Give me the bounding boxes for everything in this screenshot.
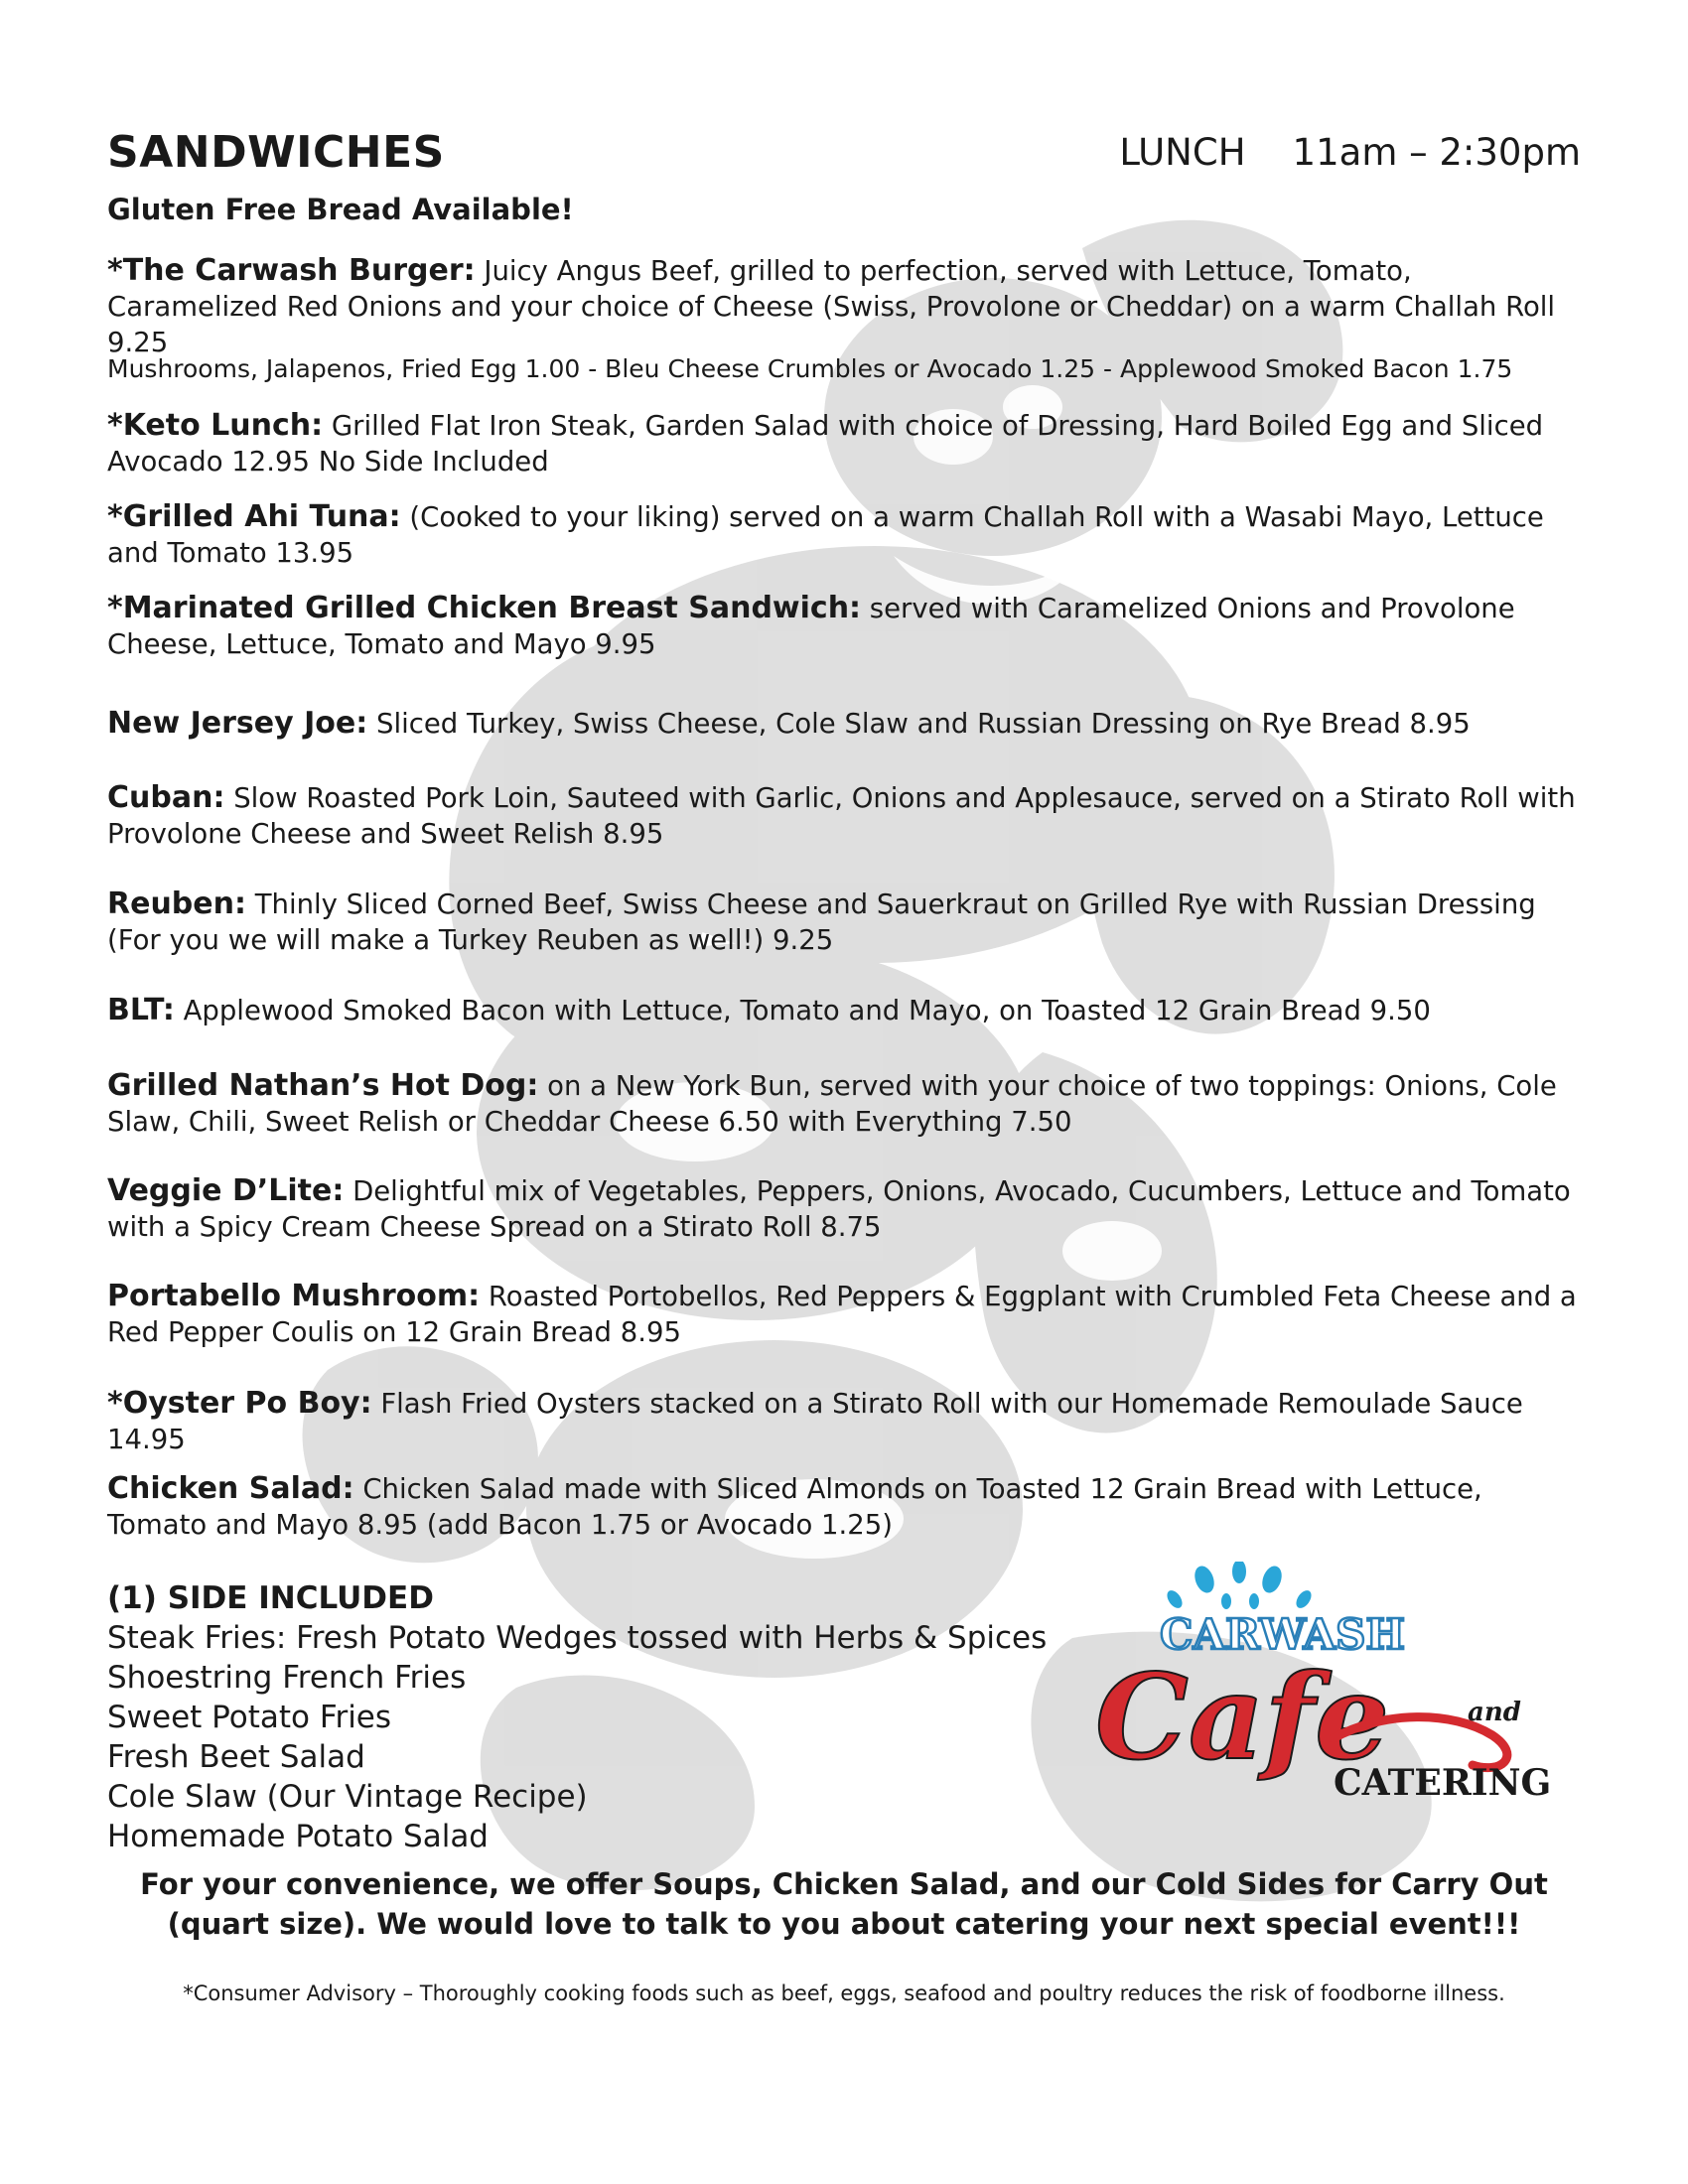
burger-addons: Mushrooms, Jalapenos, Fried Egg 1.00 - Bleu Cheese Crumbles or Avocado 1.25 - Applewood Smoked Bacon 1.75	[107, 354, 1513, 383]
consumer-advisory: *Consumer Advisory – Thoroughly cooking foods such as beef, eggs, seafood and poultry reduces the risk of foodborne illness.	[183, 1981, 1505, 2005]
item-description: Grilled Flat Iron Steak, Garden Salad with choice of Dressing, Hard Boiled Egg and Sliced Avocado 12.95 No Side Included	[107, 410, 1544, 478]
menu-item	[107, 780, 1581, 852]
side-item: Sweet Potato Fries	[107, 1700, 392, 1735]
item-description: Applewood Smoked Bacon with Lettuce, Tomato and Mayo, on Toasted 12 Grain Bread 9.50	[174, 995, 1431, 1026]
item-name: *The Carwash Burger:	[107, 253, 476, 288]
menu-item	[107, 499, 1581, 571]
gluten-free-note: Gluten Free Bread Available!	[107, 193, 574, 226]
menu-item	[107, 591, 1581, 662]
item-description: Delightful mix of Vegetables, Peppers, Onions, Avocado, Cucumbers, Lettuce and Tomato with a Spicy Cream Cheese Spread on a Stirato Roll 8.75	[107, 1175, 1571, 1243]
item-name: Cuban:	[107, 780, 225, 815]
item-name: *Keto Lunch:	[107, 408, 324, 443]
item-name: Grilled Nathan’s Hot Dog:	[107, 1068, 539, 1103]
menu-item	[107, 1471, 1581, 1543]
lunch-hours: LUNCH 11am – 2:30pm	[1119, 131, 1581, 174]
item-name: Veggie D’Lite:	[107, 1173, 345, 1208]
side-item: Shoestring French Fries	[107, 1660, 467, 1696]
item-description: Flash Fried Oysters stacked on a Stirato Roll with our Homemade Remoulade Sauce 14.95	[107, 1388, 1523, 1455]
carry-out-line-2: (quart size). We would love to talk to you about catering your next special event!!!	[167, 1907, 1521, 1941]
item-description: Sliced Turkey, Swiss Cheese, Cole Slaw and Russian Dressing on Rye Bread 8.95	[367, 708, 1471, 740]
side-item: Cole Slaw (Our Vintage Recipe)	[107, 1779, 588, 1815]
menu-item	[107, 887, 1581, 958]
carwash-cafe-logo	[1055, 1562, 1572, 1840]
carry-out-line-1: For your convenience, we offer Soups, Chicken Salad, and our Cold Sides for Carry Out	[140, 1867, 1548, 1901]
item-name: Portabello Mushroom:	[107, 1279, 481, 1313]
menu-item	[107, 1068, 1581, 1140]
side-item: Homemade Potato Salad	[107, 1819, 489, 1854]
menu-item	[107, 408, 1581, 479]
item-description: (Cooked to your liking) served on a warm Challah Roll with a Wasabi Mayo, Lettuce and Tomato 13.95	[107, 501, 1544, 569]
logo-carwash-text: CARWASH	[1160, 1610, 1406, 1659]
menu-item	[107, 993, 1581, 1028]
menu-header	[107, 127, 1581, 187]
item-description: on a New York Bun, served with your choice of two toppings: Onions, Cole Slaw, Chili, Sweet Relish or Cheddar Cheese 6.50 with Everything 7.50	[107, 1070, 1557, 1138]
menu-title: SANDWICHES	[107, 127, 445, 178]
item-description: served with Caramelized Onions and Provolone Cheese, Lettuce, Tomato and Mayo 9.95	[107, 593, 1515, 660]
item-name: *Marinated Grilled Chicken Breast Sandwich:	[107, 591, 862, 625]
menu-item	[107, 706, 1581, 742]
sides-section	[107, 1578, 1047, 1856]
carry-out-note	[107, 1864, 1581, 1944]
logo-and-text: and	[1468, 1698, 1521, 1727]
item-description: Juicy Angus Beef, grilled to perfection, served with Lettuce, Tomato, Caramelized Red Onions and your choice of Cheese (Swiss, Provolone or Cheddar) on a warm Challah Roll 9.25	[107, 255, 1556, 358]
item-name: Chicken Salad:	[107, 1471, 354, 1506]
logo-cafe-text: Cafe	[1095, 1648, 1390, 1786]
menu-item	[107, 1173, 1581, 1245]
sides-heading: (1) SIDE INCLUDED	[107, 1580, 434, 1616]
item-description: Thinly Sliced Corned Beef, Swiss Cheese and Sauerkraut on Grilled Rye with Russian Dressing (For you we will make a Turkey Reuben as well!) 9.25	[107, 888, 1536, 956]
logo-catering-text: CATERING	[1334, 1762, 1552, 1804]
menu-item	[107, 1386, 1581, 1457]
item-name: *Grilled Ahi Tuna:	[107, 499, 401, 534]
item-name: Reuben:	[107, 887, 246, 921]
water-splash-icon	[1164, 1562, 1314, 1611]
menu-item	[107, 253, 1581, 360]
menu-item	[107, 1279, 1581, 1350]
item-description: Slow Roasted Pork Loin, Sauteed with Garlic, Onions and Applesauce, served on a Stirato Roll with Provolone Cheese and Sweet Relish 8.95	[107, 782, 1576, 850]
item-name: New Jersey Joe:	[107, 706, 368, 741]
item-description: Roasted Portobellos, Red Peppers & Eggplant with Crumbled Feta Cheese and a Red Pepper Coulis on 12 Grain Bread 8.95	[107, 1281, 1577, 1348]
item-name: BLT:	[107, 993, 175, 1027]
item-name: *Oyster Po Boy:	[107, 1386, 372, 1421]
side-item: Fresh Beet Salad	[107, 1739, 365, 1775]
menu-page	[107, 127, 1581, 2005]
side-item: Steak Fries: Fresh Potato Wedges tossed with Herbs & Spices	[107, 1620, 1048, 1656]
item-description: Chicken Salad made with Sliced Almonds on Toasted 12 Grain Bread with Lettuce, Tomato and Mayo 8.95 (add Bacon 1.75 or Avocado 1.25)	[107, 1473, 1482, 1541]
